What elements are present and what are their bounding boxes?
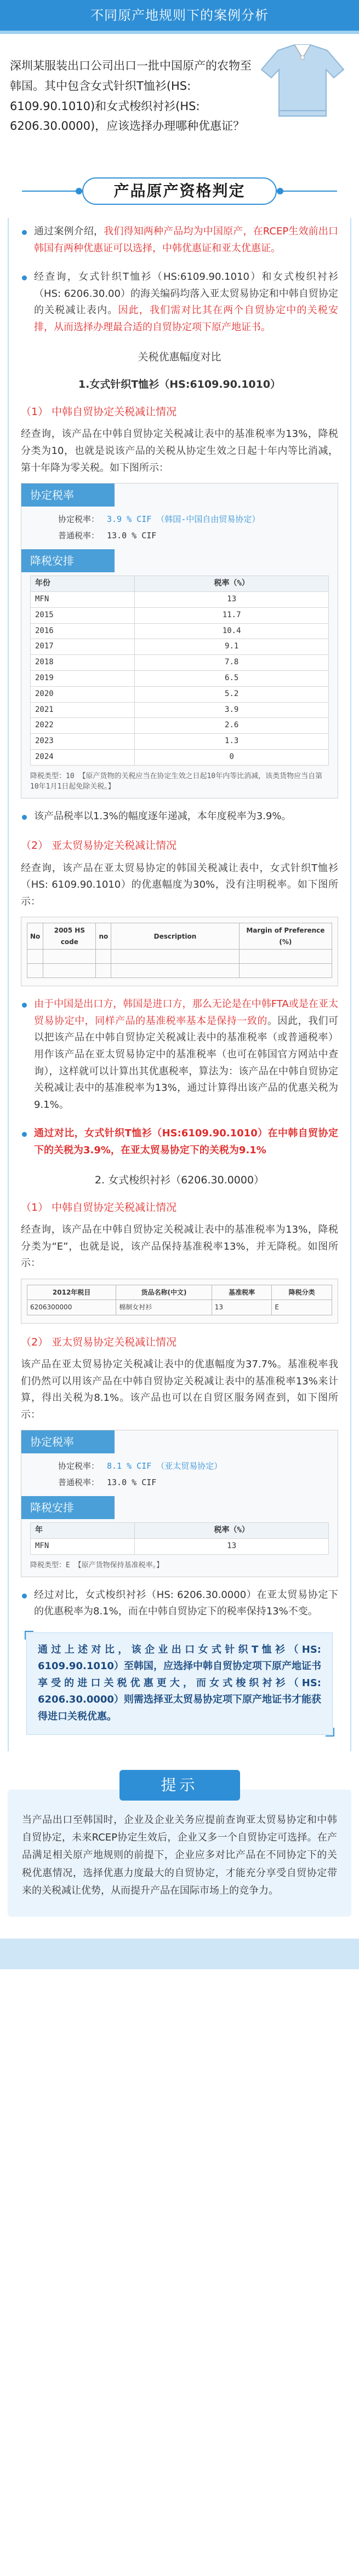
rate-value: 0 <box>135 750 329 766</box>
item1-sub1-heading: （1） 中韩自贸协定关税减让情况 <box>21 406 177 418</box>
rate-value: 9.1 <box>135 639 329 655</box>
banner <box>0 0 359 31</box>
rate-year: 2018 <box>31 655 135 671</box>
doc1-col-no2: no <box>96 923 111 950</box>
rate-row <box>31 592 329 608</box>
rate-row <box>31 686 329 702</box>
box1-row2-value: 13.0 % CIF <box>107 531 157 541</box>
doc1-col-margin: Margin of Preference (%) <box>239 923 332 950</box>
box2-row1-label: 协定税率： <box>58 1461 99 1471</box>
doc2-col-code: 2012年税目 <box>27 1285 116 1300</box>
box1-head2: 降税安排 <box>21 549 115 572</box>
box1-note: 降税类型：10 【原产货物的关税应当在协定生效之日起10年内等比消减，该类货物应当自第10年1月1日起免除关税。】 <box>30 772 323 791</box>
sweater-shirt-image <box>256 39 349 122</box>
tip-section <box>8 1770 351 1917</box>
rate-row <box>31 639 329 655</box>
doc2-rate: 13 <box>212 1300 272 1315</box>
title-rule-right <box>277 191 337 192</box>
rate-year: 2019 <box>31 671 135 687</box>
rate-year: 2022 <box>31 718 135 734</box>
box2-row2-value: 13.0 % CIF <box>107 1477 157 1488</box>
box2-rate-table <box>30 1522 329 1555</box>
tip-title: 提示 <box>119 1770 240 1801</box>
banner-title: 不同原产地规则下的案例分析 <box>90 8 269 23</box>
item2-title: 2. 女式梭织衬衫（6206.30.0000） <box>94 1174 265 1186</box>
col-year-2: 年 <box>31 1523 135 1539</box>
box2-row1-value: 8.1 % CIF （亚太贸易协定） <box>107 1461 223 1471</box>
rate-year: 2017 <box>31 639 135 655</box>
rate-value: 6.5 <box>135 671 329 687</box>
rate-row <box>31 702 329 718</box>
item2-sub1-text: 经查询，该产品在中韩自贸协定关税减让表中的基准税率为13%，降税分类为“E”，也就是说，该产品保持基准税率13%，并无降税。如图所示： <box>21 1224 338 1269</box>
p4-text: 。因此，我们可以把该产品在中韩自贸协定关税减让表中的基准税率（或普通税率）用作该产品在亚太贸易协定中的基准税率（也可在韩国官方网站中查询），这样就可以计算出其优惠税率，算法为：该产品在中韩自贸协定关税减让表中的基准税率为13%，通过计算得出该产品的优惠关税为9.1%。 <box>34 1015 339 1111</box>
rate-row <box>31 671 329 687</box>
box1-head: 协定税率 <box>21 484 115 507</box>
footer-band <box>0 1939 359 1969</box>
rate-year: 2020 <box>31 686 135 702</box>
box2-note: 降税类型：E 【原产货物保持基准税率。】 <box>30 1561 164 1570</box>
rate-year: 2024 <box>31 750 135 766</box>
col-year: 年份 <box>31 576 135 592</box>
item1-title: 1.女式针织T恤衫（HS:6109.90.1010） <box>78 378 281 390</box>
p4-highlight: 由于中国是出口方，韩国是进口方，那么无论是在中韩FTA或是在亚太贸易协定中，同样产品的基准税率基本是保持一致的 <box>34 998 338 1027</box>
rate-value: 13 <box>135 592 329 608</box>
title-rule-left <box>22 191 82 192</box>
rate-value: 3.9 <box>135 702 329 718</box>
apta-table-1 <box>27 923 332 978</box>
tip-text: 当产品出口至韩国时，企业及企业关务应提前查询亚太贸易协定和中韩自贸协定，未来RCEP协定生效后，企业又多一个自贸协定可选择。在产品满足相关原产地规则的前提下，企业应多对比产品在不同协定下的关税优惠情况，选择优惠力度最大的自贸协定，才能充分享受自贸协定带来的关税减让优势，从而提升产品在国际市场上的竞争力。 <box>8 1790 351 1917</box>
item1-sub2-heading: （2） 亚太贸易协定关税减让情况 <box>21 840 177 852</box>
paragraph-result-2: 经过对比，女式梭织衬衫（HS: 6206.30.0000）在亚太贸易协定下的优惠税率为8.1%，而在中韩自贸协定下的税率保持13%不变。 <box>21 1587 338 1620</box>
rate-row <box>31 1539 329 1555</box>
section-title <box>22 171 337 211</box>
paragraph-result-1: 通过对比，女式针织T恤衫（HS:6109.90.1010）在中韩自贸协定下的关税为3.9%，在亚太贸易协定下的关税为9.1% <box>21 1125 338 1159</box>
p1-text: 通过案例介绍， <box>34 226 104 237</box>
col-rate-2: 税率（%） <box>135 1523 329 1539</box>
summary-box: 通过上述对比，该企业出口女式针织T恤衫（HS: 6109.90.1010）至韩国，应选择中韩自贸协定项下原产地证书享受的进口关税优惠更大，而女式梭织衬衫（HS: 6206.30.0000）则需选择亚太贸易协定项下原产地证书才能获得进口关税优惠。 <box>26 1632 333 1735</box>
rate-value: 10.4 <box>135 623 329 639</box>
item2-sub2-text: 该产品在亚太贸易协定关税减让表中的优惠幅度为37.7%。基准税率我们仍然可以用该产品在中韩自贸协定关税减让表中的基准税率13%来计算，得出关税为8.1%。该产品也可以在自贸区服务网查到，如下图所示： <box>21 1359 338 1421</box>
box2-row-agreement <box>30 1458 329 1474</box>
doc2-name: 棉制女衬衫 <box>116 1300 212 1315</box>
tariff-box-1 <box>21 483 338 798</box>
box1-rate-table <box>30 576 329 766</box>
rate-row <box>31 718 329 734</box>
fta-table-2 <box>27 1285 332 1315</box>
tariff-box-2 <box>21 1430 338 1577</box>
item1-sub2-text: 经查询，该产品在亚太贸易协定的韩国关税减让表中，女式针织T恤衫（HS: 6109.90.1010）的优惠幅度为30%，没有注明税率。如下图所示： <box>21 862 338 907</box>
paragraph-intro <box>21 223 338 257</box>
item1-sub1-text: 经查询，该产品在中韩自贸协定关税减让表中的基准税率为13%，降税分类为10，也就是说该产品的关税从协定生效之日起十年内等比消减，第十年降为零关税。如下图所示： <box>21 428 338 474</box>
apta-document-1 <box>21 917 338 986</box>
col-rate: 税率（%） <box>135 576 329 592</box>
rate-year: 2023 <box>31 734 135 750</box>
section-title-text: 产品原产资格判定 <box>82 177 277 205</box>
rate-year: MFN <box>31 1539 135 1555</box>
paragraph-comparison <box>21 996 338 1113</box>
p1-highlight: 我们得知两种产品均为中国原产，在RCEP生效前出口韩国有两种优惠证可以选择，中韩优惠证和亚太优惠证。 <box>34 226 339 254</box>
box1-row-general <box>30 527 329 544</box>
box1-row2-label: 普通税率： <box>58 531 99 541</box>
box1-row1-label: 协定税率： <box>58 514 99 525</box>
banner-divider <box>0 31 359 34</box>
doc2-col-cat: 降税分类 <box>272 1285 332 1300</box>
title-dot-left <box>76 188 82 194</box>
box2-head2: 降税安排 <box>21 1496 115 1519</box>
rate-year: 2016 <box>31 623 135 639</box>
item2-sub1-heading: （1） 中韩自贸协定关税减让情况 <box>21 1201 177 1214</box>
rate-value: 11.7 <box>135 607 329 623</box>
doc1-col-no: No <box>27 923 43 950</box>
item2-sub2-heading: （2） 亚太贸易协定关税减让情况 <box>21 1336 177 1348</box>
table-caption: 关税优惠幅度对比 <box>138 350 221 363</box>
rate-value: 13 <box>135 1539 329 1555</box>
rate-value: 2.6 <box>135 718 329 734</box>
fta-document-2 <box>21 1279 338 1324</box>
rate-value: 5.2 <box>135 686 329 702</box>
rate-row <box>31 623 329 639</box>
rate-row <box>31 734 329 750</box>
box2-row-general <box>30 1474 329 1491</box>
content-frame <box>8 218 351 1751</box>
rate-value: 1.3 <box>135 734 329 750</box>
p2-text: 经查询，女式针织T恤衫（HS:6109.90.1010）和女式梭织衬衫（HS: 6206.30.00）的海关编码均落入亚太贸易协定和中韩自贸协定的关税减让表内。 <box>34 271 338 317</box>
doc2-col-rate: 基准税率 <box>212 1285 272 1300</box>
rate-year: MFN <box>31 592 135 608</box>
doc2-cat: E <box>272 1300 332 1315</box>
box1-row1-value: 3.9 % CIF （韩国-中国自由贸易协定） <box>107 514 260 525</box>
box2-head: 协定税率 <box>21 1430 115 1453</box>
p2-highlight: 因此，我们需对比其在两个自贸协定中的关税安排，从而选择办理最合适的自贸协定项下原产地证书。 <box>34 304 339 333</box>
doc1-col-hs: 2005 HS code <box>43 923 96 950</box>
rate-row <box>31 655 329 671</box>
case-intro <box>10 44 349 169</box>
rate-year: 2021 <box>31 702 135 718</box>
paragraph-query <box>21 269 338 336</box>
rate-row <box>31 750 329 766</box>
rate-year: 2015 <box>31 607 135 623</box>
paragraph-rate-decrease: 该产品税率以1.3%的幅度逐年递减，本年度税率为3.9%。 <box>21 808 338 825</box>
box1-row-agreement <box>30 511 329 527</box>
doc1-col-desc: Description <box>111 923 240 950</box>
doc2-code: 6206300000 <box>27 1300 116 1315</box>
rate-row <box>31 607 329 623</box>
rate-value: 7.8 <box>135 655 329 671</box>
case-text: 深圳某服装出口公司出口一批中国原产的农物至韩国。其中包含女式针织T恤衫(HS: 6109.90.1010)和女式梭织衬衫(HS: 6206.30.0000)，应该选择办理哪种优惠证？ <box>10 59 252 133</box>
doc2-col-name: 货品名称(中文) <box>116 1285 212 1300</box>
box2-row2-label: 普通税率： <box>58 1477 99 1488</box>
